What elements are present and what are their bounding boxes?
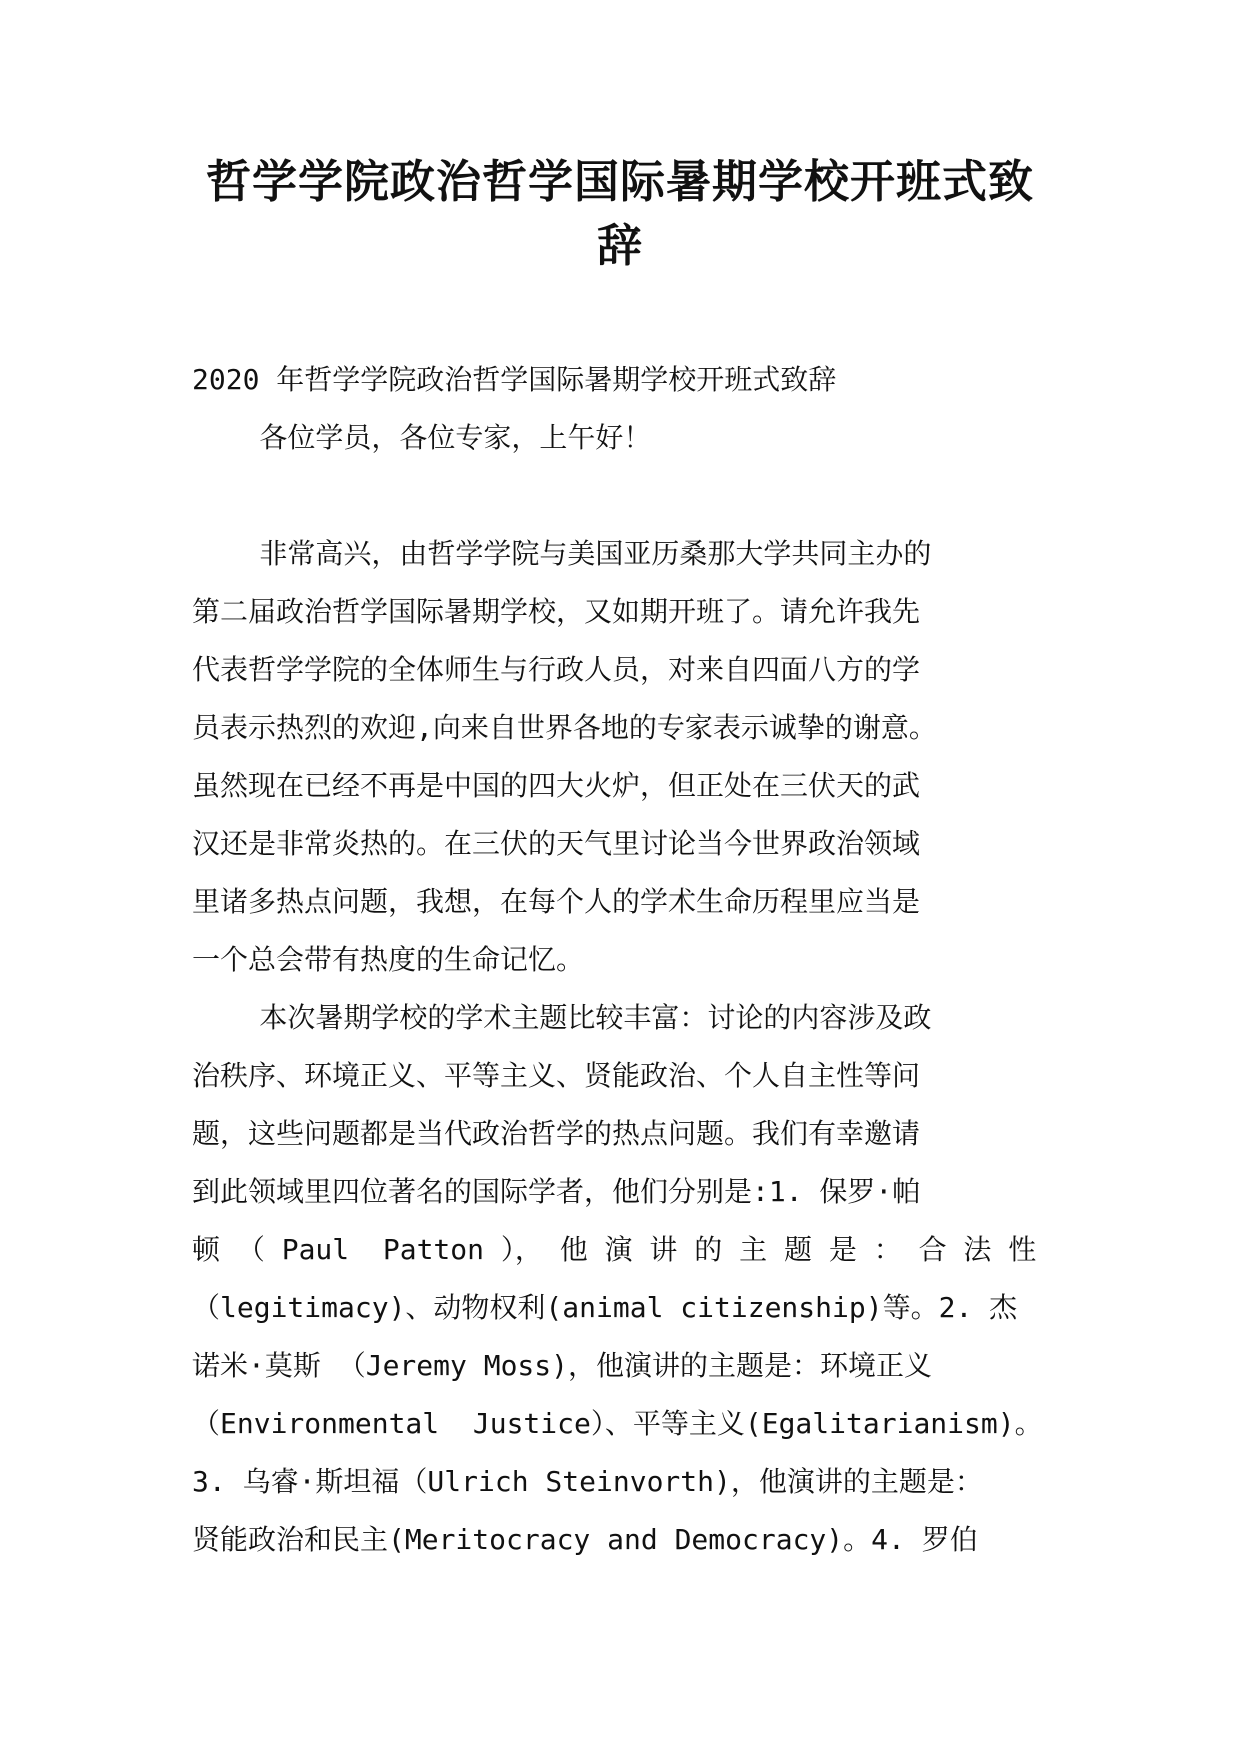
body-line: （legitimacy)、动物权利(animal citizenship)等。2. 杰 bbox=[192, 1291, 1018, 1324]
body-line: 第二届政治哲学国际暑期学校，又如期开班了。请允许我先 bbox=[192, 595, 921, 628]
body-line-greeting: 各位学员，各位专家，上午好！ bbox=[192, 421, 652, 454]
body-line: 3. 乌睿·斯坦福（Ulrich Steinvorth)，他演讲的主题是： bbox=[192, 1465, 983, 1498]
body-line: （Environmental Justice）、平等主义(Egalitarianism)。 bbox=[192, 1407, 1043, 1440]
body-line: 虽然现在已经不再是中国的四大火炉，但正处在三伏天的武 bbox=[192, 769, 921, 802]
body-line: 汉还是非常炎热的。在三伏的天气里讨论当今世界政治领域 bbox=[192, 827, 921, 860]
paragraph-gap bbox=[192, 467, 1052, 525]
document-body bbox=[192, 351, 1052, 1569]
body-line: 顿 （ Paul Patton ）， 他 演 讲 的 主 题 是 ： 合 法 性 bbox=[192, 1233, 1037, 1266]
body-line: 到此领域里四位著名的国际学者，他们分别是:1. 保罗·帕 bbox=[192, 1175, 921, 1208]
body-line: 贤能政治和民主(Meritocracy and Democracy)。4. 罗伯 bbox=[192, 1523, 978, 1556]
body-line: 非常高兴，由哲学学院与美国亚历桑那大学共同主办的 bbox=[192, 537, 932, 570]
body-line: 一个总会带有热度的生命记忆。 bbox=[192, 943, 585, 976]
body-line: 诺米·莫斯 （Jeremy Moss)，他演讲的主题是：环境正义 bbox=[192, 1349, 933, 1382]
body-line: 本次暑期学校的学术主题比较丰富：讨论的内容涉及政 bbox=[192, 1001, 932, 1034]
document-title: 哲学学院政治哲学国际暑期学校开班式致辞 bbox=[205, 155, 1034, 272]
body-line: 题，这些问题都是当代政治哲学的热点问题。我们有幸邀请 bbox=[192, 1117, 921, 1150]
body-line: 员表示热烈的欢迎,向来自世界各地的专家表示诚挚的谢意。 bbox=[192, 711, 937, 744]
body-line: 代表哲学学院的全体师生与行政人员，对来自四面八方的学 bbox=[192, 653, 921, 686]
body-line-heading: 2020 年哲学学院政治哲学国际暑期学校开班式致辞 bbox=[192, 363, 837, 396]
body-line: 治秩序、环境正义、平等主义、贤能政治、个人自主性等问 bbox=[192, 1059, 921, 1092]
body-line: 里诸多热点问题，我想，在每个人的学术生命历程里应当是 bbox=[192, 885, 921, 918]
